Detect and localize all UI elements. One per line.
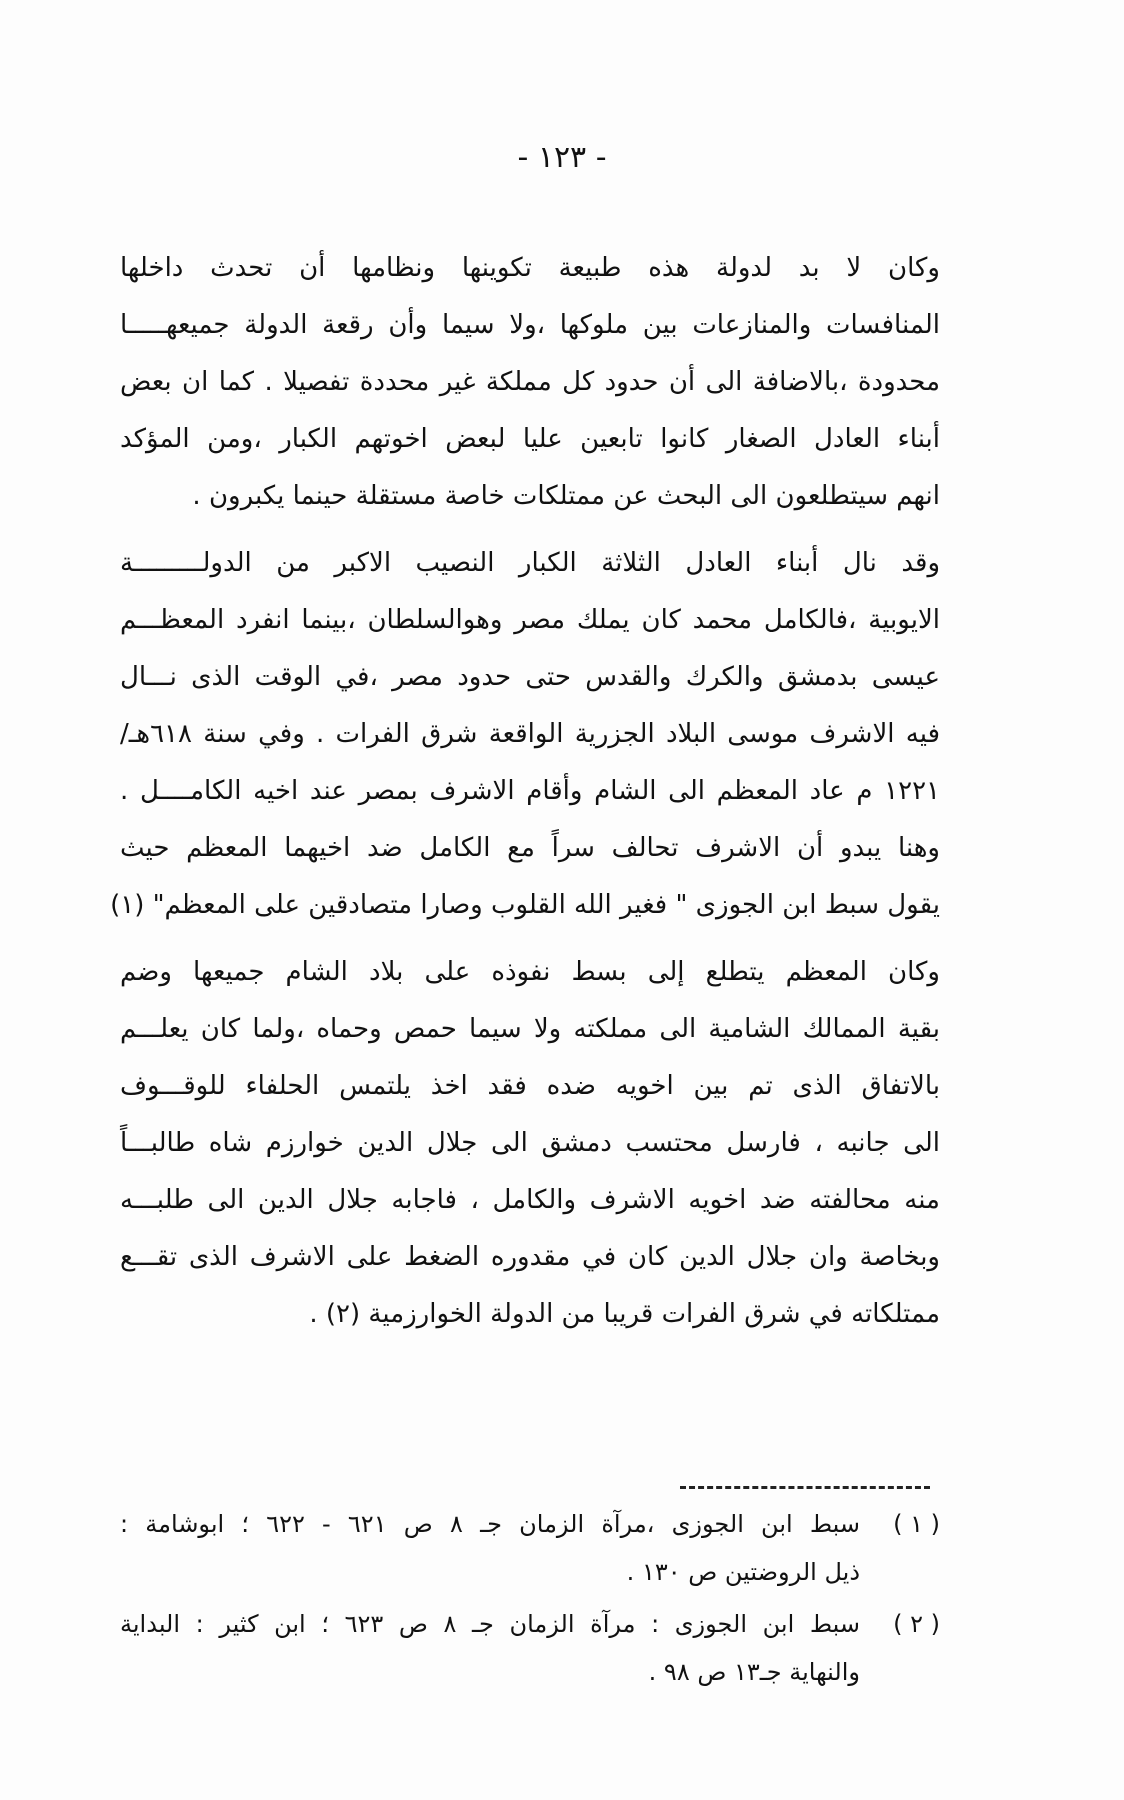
footnotes bbox=[120, 1500, 940, 1700]
paragraph-line: محدودة ،بالاضافة الى أن حدود كل مملكة غير محددة تفصيلا . كما ان بعض bbox=[120, 367, 940, 397]
paragraph-3 bbox=[120, 944, 940, 1343]
paragraph-line: وكان لا بد لدولة هذه طبيعة تكوينها ونظامها أن تحدث داخلها bbox=[120, 253, 940, 283]
paragraph-line: عيسى بدمشق والكرك والقدس حتى حدود مصر ،في الوقت الذى نـــال bbox=[120, 662, 940, 692]
page-number: - ١٢٣ - bbox=[517, 140, 607, 175]
footnote-line: ذيل الروضتين ص ١٣٠ . bbox=[626, 1558, 860, 1586]
footnote-separator bbox=[680, 1486, 930, 1489]
body-text bbox=[110, 240, 940, 1343]
paragraph-line: الى جانبه ، فارسل محتسب دمشق الى جلال الدين خوارزم شاه طالبـــاً bbox=[120, 1128, 940, 1158]
paragraph-line: ممتلكاته في شرق الفرات قريبا من الدولة الخوارزمية (٢) . bbox=[309, 1299, 940, 1329]
paragraph-line: انهم سيتطلعون الى البحث عن ممتلكات خاصة مستقلة حينما يكبرون . bbox=[192, 481, 940, 511]
footnote-line: سبط ابن الجوزى ،مرآة الزمان جـ ٨ ص ٦٢١ - ٦٢٢ ؛ ابوشامة : bbox=[120, 1510, 860, 1538]
paragraph-line: الايوبية ،فالكامل محمد كان يملك مصر وهوالسلطان ،بينما انفرد المعظـــم bbox=[120, 605, 940, 635]
footnote-line: والنهاية جـ١٣ ص ٩٨ . bbox=[648, 1658, 860, 1686]
paragraph-line: وكان المعظم يتطلع إلى بسط نفوذه على بلاد الشام جميعها وضم bbox=[120, 957, 940, 987]
footnote-line: سبط ابن الجوزى : مرآة الزمان جـ ٨ ص ٦٢٣ ؛ ابن كثير : البداية bbox=[120, 1610, 860, 1638]
paragraph-line: بقية الممالك الشامية الى مملكته ولا سيما حمص وحماه ،ولما كان يعلـــم bbox=[120, 1014, 940, 1044]
footnote-number: ( ١ ) bbox=[893, 1510, 940, 1538]
paragraph-line: منه محالفته ضد اخويه الاشرف والكامل ، فاجابه جلال الدين الى طلبـــه bbox=[120, 1185, 940, 1215]
footnote-2 bbox=[120, 1600, 940, 1696]
paragraph-line: وقد نال أبناء العادل الثلاثة الكبار النصيب الاكبر من الدولـــــــــة bbox=[120, 548, 940, 578]
paragraph-line: ١٢٢١ م عاد المعظم الى الشام وأقام الاشرف بمصر عند اخيه الكامــــل . bbox=[120, 776, 940, 806]
paragraph-1 bbox=[120, 240, 940, 525]
footnote-number: ( ٢ ) bbox=[893, 1610, 940, 1638]
paragraph-line: بالاتفاق الذى تم بين اخويه ضده فقد اخذ يلتمس الحلفاء للوقـــوف bbox=[120, 1071, 940, 1101]
paragraph-2 bbox=[110, 535, 940, 934]
paragraph-line: أبناء العادل الصغار كانوا تابعين عليا لبعض اخوتهم الكبار ،ومن المؤكد bbox=[120, 424, 940, 454]
paragraph-line: وهنا يبدو أن الاشرف تحالف سراً مع الكامل ضد اخيهما المعظم حيث bbox=[120, 833, 940, 863]
footnote-1 bbox=[120, 1500, 940, 1596]
paragraph-line: فيه الاشرف موسى البلاد الجزرية الواقعة شرق الفرات . وفي سنة ٦١٨هـ/ bbox=[120, 719, 940, 749]
paragraph-line: يقول سبط ابن الجوزى " فغير الله القلوب وصارا متصادقين على المعظم" (١) bbox=[110, 890, 940, 920]
paragraph-line: المنافسات والمنازعات بين ملوكها ،ولا سيما وأن رقعة الدولة جميعهـــــا bbox=[120, 310, 940, 340]
paragraph-line: وبخاصة وان جلال الدين كان في مقدوره الضغط على الاشرف الذى تقـــع bbox=[120, 1242, 940, 1272]
